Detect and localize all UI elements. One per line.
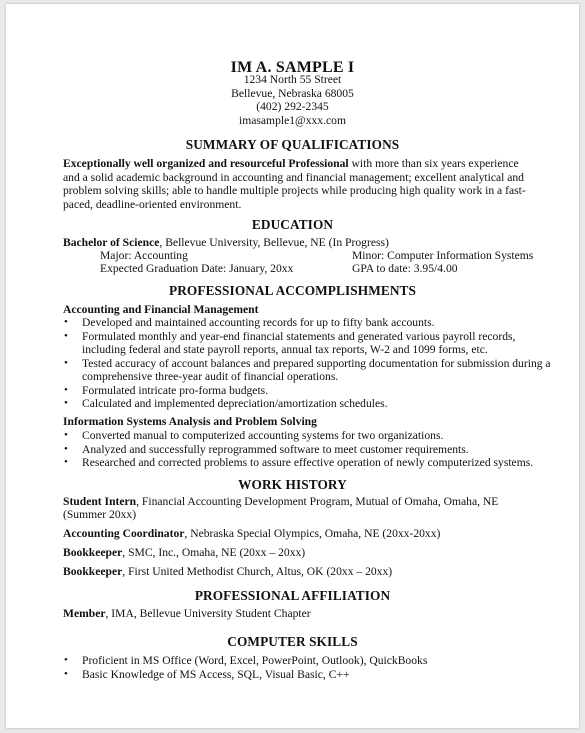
minor: Minor: Computer Information Systems	[352, 249, 534, 262]
bullet-icon: •	[64, 316, 68, 328]
job-detail: , First United Methodist Church, Altus, OK (20xx – 20xx)	[122, 565, 393, 578]
job-detail: , Nebraska Special Olympics, Omaha, NE (20xx-20xx)	[184, 527, 441, 540]
accomplishments-heading: PROFESSIONAL ACCOMPLISHMENTS	[169, 283, 416, 298]
degree-line	[63, 236, 389, 250]
summary-heading: SUMMARY OF QUALIFICATIONS	[185, 137, 400, 152]
summary-paragraph	[63, 157, 533, 211]
skills-heading: COMPUTER SKILLS	[227, 634, 358, 649]
degree-name: Bachelor of Science	[63, 236, 160, 249]
bullet-icon: •	[64, 357, 68, 369]
summary-text: with more than six years experience and a solid academic background in accounting and financial management; excellent analytical and problem solving skills; able to handle multiple projects while producing high quality work in a fast-paced, deadline-oriented environment.	[63, 157, 526, 211]
bullet-icon: •	[64, 654, 68, 666]
affiliation-label: Member	[63, 607, 106, 620]
bullet-icon: •	[64, 456, 68, 468]
email-address: imasample1@xxx.com	[239, 114, 346, 127]
job-title: Accounting Coordinator	[63, 527, 185, 540]
accomplishments-group-title: Accounting and Financial Management	[63, 303, 259, 316]
bullet-icon: •	[64, 429, 68, 441]
address-line-2: Bellevue, Nebraska 68005	[231, 87, 354, 100]
job-title: Bookkeeper	[63, 565, 123, 578]
list-item: Tested accuracy of account balances and prepared supporting documentation for submission during a	[82, 357, 551, 370]
list-item-continued: including federal and state payroll reports, annual tax reports, W-2 and 1099 forms, etc.	[82, 343, 488, 356]
skill-item: Proficient in MS Office (Word, Excel, PowerPoint, Outlook), QuickBooks	[82, 654, 428, 667]
list-item: Developed and maintained accounting records for up to fifty bank accounts.	[82, 316, 435, 329]
resume-page	[6, 4, 579, 728]
bullet-icon: •	[64, 668, 68, 680]
job-detail-continued: (Summer 20xx)	[63, 508, 137, 521]
job-entry	[63, 495, 498, 509]
job-entry	[63, 565, 392, 579]
list-item: Calculated and implemented depreciation/amortization schedules.	[82, 397, 388, 410]
bullet-icon: •	[64, 330, 68, 342]
affiliation-entry	[63, 607, 311, 621]
affiliation-text: , IMA, Bellevue University Student Chapter	[105, 607, 311, 620]
major: Major: Accounting	[100, 249, 188, 262]
list-item: Formulated intricate pro-forma budgets.	[82, 384, 269, 397]
list-item: Formulated monthly and year-end financial statements and generated various payroll records,	[82, 330, 516, 343]
applicant-name: IM A. SAMPLE I	[230, 59, 355, 76]
summary-lead: Exceptionally well organized and resourceful Professional	[63, 157, 349, 170]
address-line-1: 1234 North 55 Street	[243, 73, 342, 86]
list-item: Analyzed and successfully reprogrammed software to meet customer requirements.	[82, 443, 469, 456]
accomplishments-group-title: Information Systems Analysis and Problem Solving	[63, 415, 317, 428]
affiliation-heading: PROFESSIONAL AFFILIATION	[194, 588, 391, 603]
job-detail: , Financial Accounting Development Program, Mutual of Omaha, Omaha, NE	[136, 495, 499, 508]
job-title: Bookkeeper	[63, 546, 123, 559]
bullet-icon: •	[64, 397, 68, 409]
phone-number: (402) 292-2345	[256, 100, 329, 113]
gpa: GPA to date: 3.95/4.00	[352, 262, 458, 275]
job-title: Student Intern	[63, 495, 137, 508]
skill-item: Basic Knowledge of MS Access, SQL, Visual Basic, C++	[82, 668, 350, 681]
bullet-icon: •	[64, 384, 68, 396]
list-item: Researched and corrected problems to assure effective operation of newly computerized systems.	[82, 456, 534, 469]
work-history-heading: WORK HISTORY	[238, 477, 347, 492]
job-detail: , SMC, Inc., Omaha, NE (20xx – 20xx)	[122, 546, 306, 559]
list-item: Converted manual to computerized accounting systems for two organizations.	[82, 429, 444, 442]
education-heading: EDUCATION	[251, 217, 334, 232]
job-entry	[63, 527, 440, 541]
graduation-date: Expected Graduation Date: January, 20xx	[100, 262, 294, 275]
school-name: , Bellevue University, Bellevue, NE (In Progress)	[159, 236, 389, 249]
list-item-continued: comprehensive three-year audit of financial operations.	[82, 370, 339, 383]
job-entry	[63, 546, 305, 560]
bullet-icon: •	[64, 443, 68, 455]
